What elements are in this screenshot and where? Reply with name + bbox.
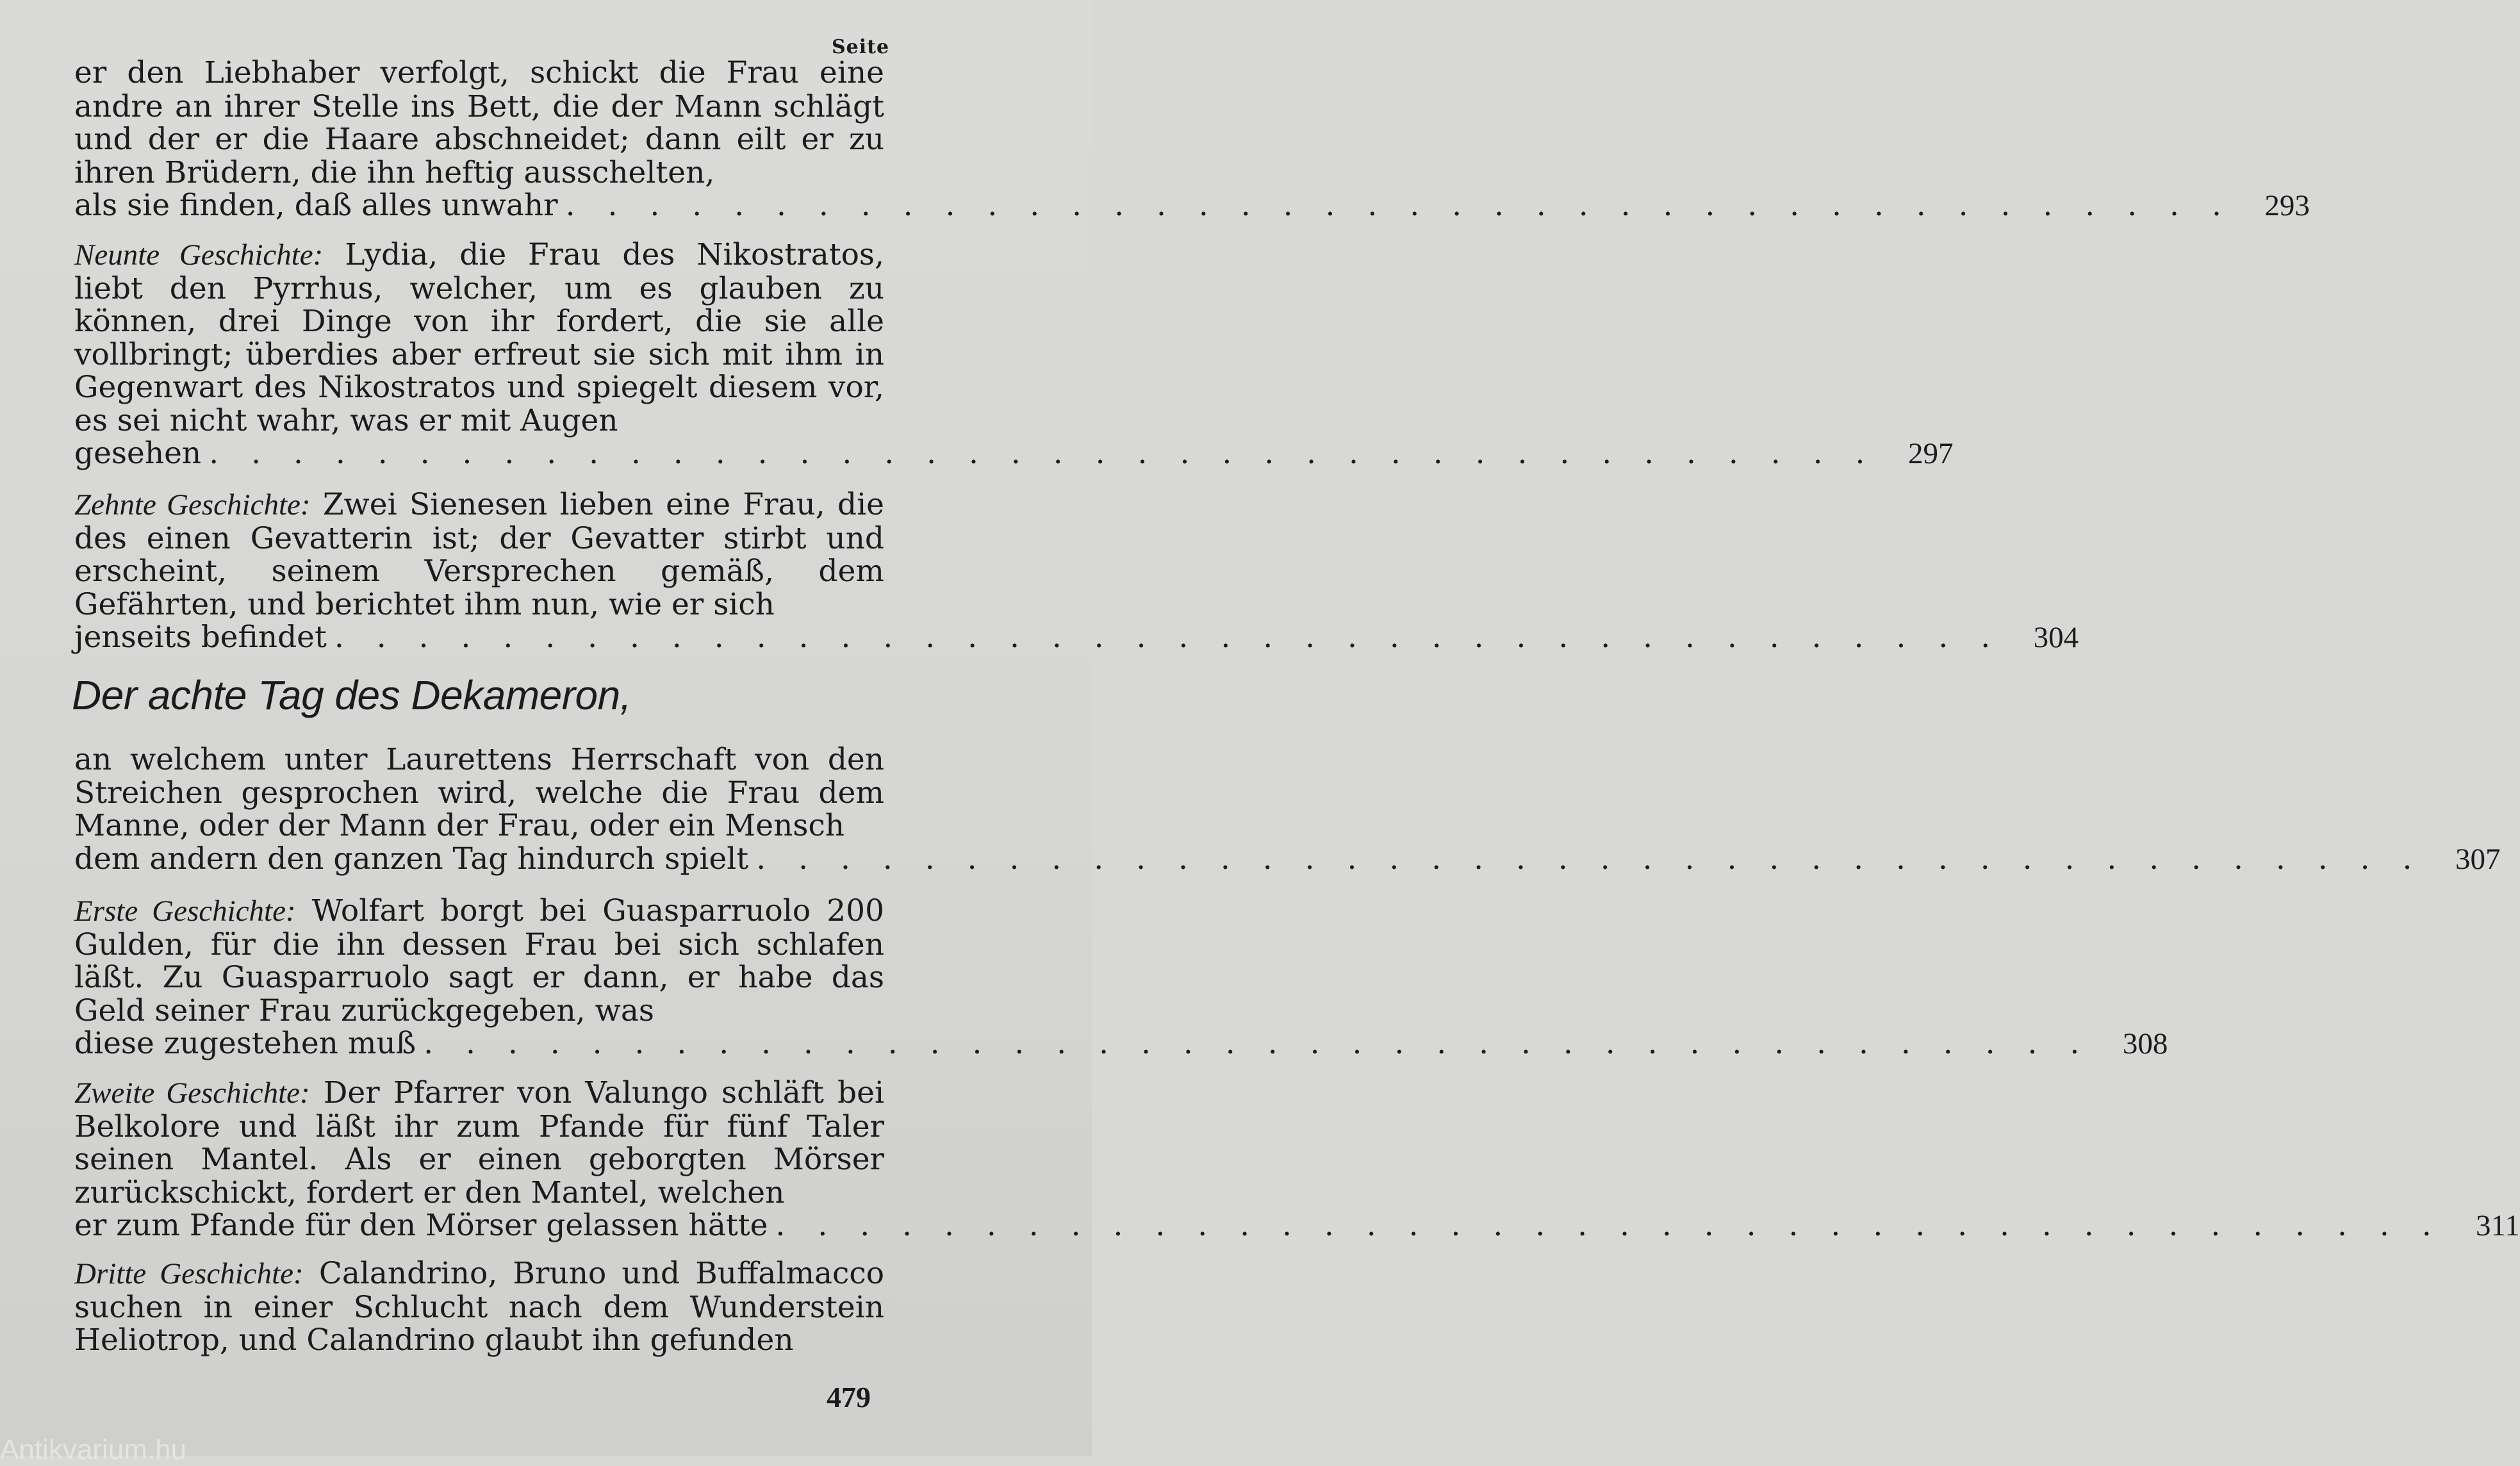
toc-entry bbox=[74, 1075, 2520, 1243]
entry-last-line bbox=[74, 188, 2310, 223]
entry-body bbox=[74, 1257, 884, 1357]
page-number: 479 bbox=[827, 1381, 871, 1413]
entry-last-text: als sie finden, daß alles unwahr bbox=[74, 188, 558, 223]
entry-body bbox=[74, 488, 884, 621]
toc-entry bbox=[74, 55, 2310, 223]
entry-last-text: gesehen bbox=[74, 436, 202, 471]
entry-label: Neunte Geschichte: bbox=[74, 238, 324, 272]
intro-last-text: dem andern den ganzen Tag hindurch spielt bbox=[74, 841, 749, 877]
entry-page-number: 304 bbox=[2033, 621, 2079, 654]
entry-body bbox=[74, 894, 884, 1027]
entry-label: Dritte Geschichte: bbox=[74, 1257, 304, 1290]
page-column-label: Seite bbox=[832, 36, 890, 58]
entry-last-line bbox=[74, 1208, 2520, 1243]
entry-page-number: 308 bbox=[2122, 1027, 2168, 1060]
entry-last-line bbox=[74, 1026, 2168, 1061]
leader-dots: . . . . . . . . . . . . . . . . . . . . . . . . . . . . . . . . . . . . . . . . bbox=[209, 436, 1877, 471]
entry-text: er den Liebhaber verfolgt, schickt die Frau eine andre an ihrer Stelle ins Bett, die der Mann schlägt und der er die Haare abschneidet; dann eilt er zu ihren Brüdern, die ihn heftig ausschelten, bbox=[74, 55, 884, 190]
entry-text: Calandrino, Bruno und Buffalmacco suchen in einer Schlucht nach dem Wunderstein Heliotrop, und Calandrino glaubt ihn gefunden bbox=[74, 1256, 884, 1358]
entry-text: Lydia, die Frau des Nikostratos, liebt den Pyrrhus, welcher, um es glauben zu können, drei Dinge von ihr fordert, die sie alle vollbringt; überdies aber erfreut sie sich mit ihm in Gegenwart des Nikostratos und spiegelt diesem vor, es sei nicht wahr, was er mit Augen bbox=[74, 237, 884, 438]
leader-dots: . . . . . . . . . . . . . . . . . . . . . . . . . . . . . . . . . . . . . . . . bbox=[334, 620, 2002, 655]
section-intro bbox=[74, 742, 2501, 877]
intro-body: an welchem unter Laurettens Herrschaft von den Streichen gesprochen wird, welche die Frau dem Manne, oder der Mann der Frau, oder ein Mensch bbox=[74, 742, 884, 843]
entry-page-number: 297 bbox=[1907, 437, 1954, 470]
leader-dots: . . . . . . . . . . . . . . . . . . . . . . . . . . . . . . . . . . . . . . . . bbox=[424, 1026, 2091, 1061]
entry-page-number: 293 bbox=[2264, 189, 2310, 222]
entry-last-line bbox=[74, 436, 1954, 471]
entry-body bbox=[74, 238, 884, 437]
entry-last-line bbox=[74, 620, 2079, 655]
intro-last-line bbox=[74, 841, 2501, 877]
entry-text: Der Pfarrer von Valungo schläft bei Belkolore und läßt ihr zum Pfande für fünf Taler seinen Mantel. Als er einen geborgten Mörser zurückschickt, fordert er den Mantel, welchen bbox=[74, 1075, 884, 1210]
entry-label: Erste Geschichte: bbox=[74, 894, 296, 928]
entry-last-text: jenseits befindet bbox=[74, 620, 327, 655]
intro-page-number: 307 bbox=[2455, 842, 2501, 876]
leader-dots: . . . . . . . . . . . . . . . . . . . . . . . . . . . . . . . . . . . . . . . . bbox=[756, 841, 2424, 877]
watermark: Antikvarium.hu bbox=[0, 1434, 187, 1465]
entry-last-text: er zum Pfande für den Mörser gelassen hätte bbox=[74, 1208, 768, 1243]
entry-label: Zehnte Geschichte: bbox=[74, 488, 311, 522]
entry-page-number: 311 bbox=[2475, 1209, 2520, 1242]
entry-text: Zwei Sienesen lieben eine Frau, die des einen Gevatterin ist; der Gevatter stirbt und erscheint, seinem Versprechen gemäß, dem Gefährten, und berichtet ihm nun, wie er sich bbox=[74, 487, 884, 622]
toc-entry bbox=[74, 1257, 884, 1357]
section-heading: Der achte Tag des Dekameron, bbox=[72, 672, 631, 718]
entry-last-text: diese zugestehen muß bbox=[74, 1026, 416, 1061]
toc-entry bbox=[74, 893, 2168, 1061]
toc-entry bbox=[74, 487, 2079, 655]
leader-dots: . . . . . . . . . . . . . . . . . . . . . . . . . . . . . . . . . . . . . . . . bbox=[565, 188, 2233, 223]
entry-body bbox=[74, 56, 884, 189]
entry-label: Zweite Geschichte: bbox=[74, 1076, 310, 1110]
entry-body bbox=[74, 1076, 884, 1209]
leader-dots: . . . . . . . . . . . . . . . . . . . . . . . . . . . . . . . . . . . . . . . . bbox=[775, 1208, 2443, 1243]
entry-text: Wolfart borgt bei Guasparruolo 200 Gulden, für die ihn dessen Frau bei sich schlafen läßt. Zu Guasparruolo sagt er dann, er habe das Geld seiner Frau zurückgegeben, was bbox=[74, 893, 884, 1028]
toc-entry bbox=[74, 237, 1954, 471]
